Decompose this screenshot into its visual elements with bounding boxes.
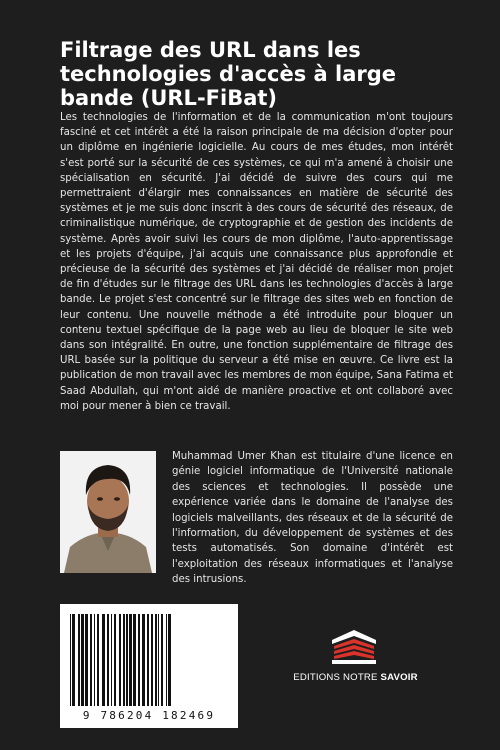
publisher-logo [328, 626, 380, 666]
barcode-bar [133, 614, 136, 706]
barcode-bar [102, 614, 105, 706]
barcode-bar [138, 614, 140, 706]
barcode-bar [142, 614, 145, 706]
barcode-bar [151, 614, 153, 706]
barcode-bar [119, 614, 121, 706]
author-photo [60, 451, 156, 573]
barcode-bar [107, 614, 109, 706]
publisher-name [293, 672, 418, 683]
barcode-bar [114, 614, 116, 706]
author-bio: Muhammad Umer Khan est titulaire d'une licence en génie logiciel informatique de l'Université nationale des sciences et technologies. Il possède une expérience variée dans le domaine de l'analyse des logiciels malveillants, des réseaux et de la sécurité de l'information, du développement de systèmes et des tests automatisés. Son domaine d'intérêt est l'exploitation des réseaux informatiques et l'analyse des intrusions. [172, 451, 453, 586]
barcode-bar [85, 614, 88, 706]
barcode-bar [111, 614, 112, 706]
barcode-bars [66, 614, 232, 706]
barcode-bar [129, 614, 132, 706]
publisher-name-bold: SAVOIR [380, 672, 418, 683]
barcode-bar [168, 614, 171, 706]
barcode-bar [90, 614, 92, 706]
barcode-digits: 9 786204 182469 [82, 709, 216, 722]
barcode-bar [126, 614, 128, 706]
publisher-name-prefix: EDITIONS NOTRE [293, 672, 381, 683]
barcode-bar [81, 614, 84, 706]
barcode-bar [97, 614, 99, 706]
barcode-bar [161, 614, 163, 706]
isbn-barcode [60, 604, 238, 728]
barcode-bar [94, 614, 95, 706]
barcode-bar [155, 614, 157, 706]
barcode-bar [166, 614, 167, 706]
book-title: Filtrage des URL dans les technologies d'accès à large bande (URL-FiBat) [60, 38, 397, 110]
barcode-bar [78, 614, 80, 706]
barcode-bar [147, 614, 149, 706]
barcode-bar [158, 614, 159, 706]
barcode-bar [70, 614, 71, 706]
barcode-bar [72, 614, 75, 706]
book-description: Les technologies de l'information et de la communication m'ont toujours fasciné et cet intérêt a été la raison principale de ma décision d'opter pour un diplôme en ingénierie logicielle. Au cours de mes études, mon intérêt s'est porté sur la sécurité de ces systèmes, ce qui m'a amené à choisir une spécialisation en sécurité. J'ai décidé de suivre des cours qui me permettraient d'élargir mes connaissances en matière de sécurité des systèmes et je me suis donc inscrit à des cours de sécurité des réseaux, de criminalistique numérique, de cryptographie et de gestion des incidents de système. Après avoir suivi les cours de mon diplôme, l'auto-apprentissage et les projets d'équipe, j'ai acquis une connaissance plus approfondie et précieuse de la sécurité des systèmes et j'ai décidé de réaliser mon projet de fin d'études sur le filtrage des URL dans les technologies d'accès à large bande. Le projet s'est concentré sur le filtrage des sites web en fonction de leur contenu. Une nouvelle méthode a été introduite pour bloquer un contenu textuel spécifique de la page web au lieu de bloquer le site web dans son intégralité. En outre, une fonction supplémentaire de filtrage des URL basée sur la politique du serveur a été mise en œuvre. Ce livre est la publication de mon travail avec les membres de mon équipe, Sana Fatima et Saad Abdullah, qui m'ont aidé de manière proactive et ont collaboré avec moi pour mener à bien ce travail. [60, 112, 453, 412]
barcode-bar [123, 614, 125, 706]
